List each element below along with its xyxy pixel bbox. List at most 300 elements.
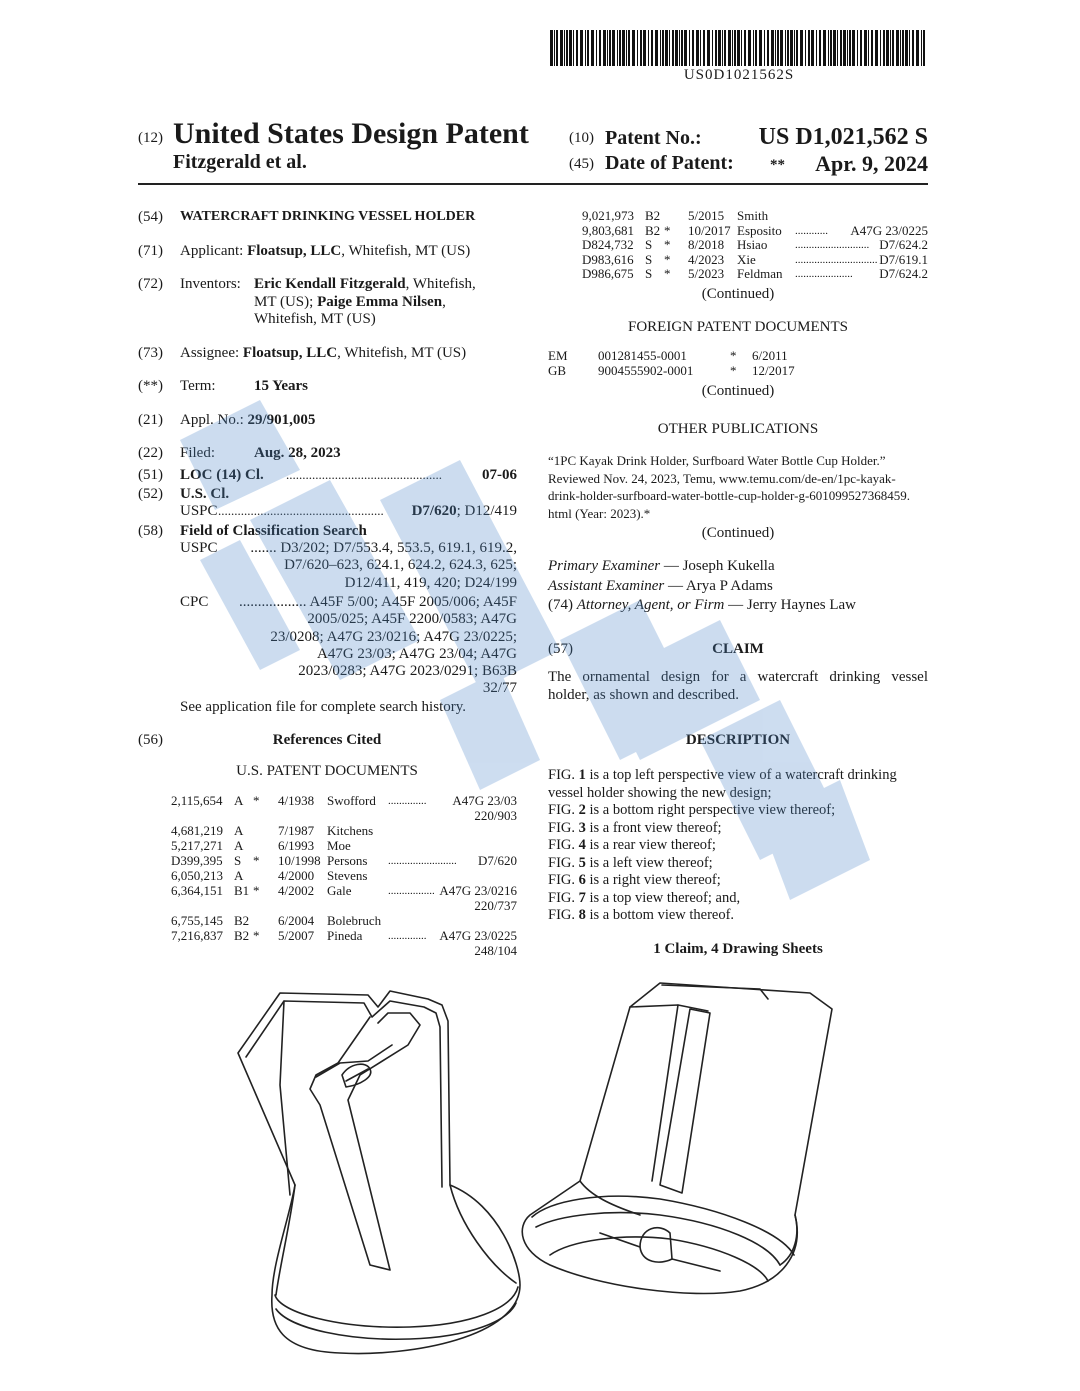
barcode-bar bbox=[554, 30, 555, 66]
ref-class-secondary: 220/903 bbox=[474, 808, 517, 823]
figure-description-line bbox=[548, 785, 928, 803]
barcode-bar bbox=[775, 30, 776, 66]
barcode-bar bbox=[780, 30, 783, 66]
uspc-label: USPC bbox=[180, 503, 218, 519]
foreign-country: EM bbox=[548, 348, 568, 363]
ref-number: 5,217,271 bbox=[171, 838, 223, 853]
barcode-bar bbox=[617, 30, 618, 66]
inventor-2-comma: , bbox=[442, 293, 446, 310]
barcode-bar bbox=[900, 30, 901, 66]
patent-type-title: United States Design Patent bbox=[173, 117, 529, 150]
barcode-bar bbox=[643, 30, 646, 66]
barcode-bar bbox=[880, 30, 881, 66]
patent-title: WATERCRAFT DRINKING VESSEL HOLDER bbox=[180, 209, 476, 224]
barcode-bar bbox=[764, 30, 765, 66]
barcode-bar bbox=[587, 30, 589, 66]
barcode-bar bbox=[828, 30, 829, 66]
fig-number: 4 bbox=[578, 837, 586, 853]
barcode-bar bbox=[847, 30, 848, 66]
uspc-value bbox=[412, 503, 517, 520]
ref-class: D7/619.1 bbox=[879, 251, 928, 267]
barcode-bar bbox=[637, 30, 638, 66]
continued-label-3: (Continued) bbox=[701, 525, 775, 541]
fig-number: 2 bbox=[578, 802, 586, 818]
barcode-bar bbox=[753, 30, 754, 66]
code-73: (73) bbox=[138, 345, 163, 361]
ref-number: 9,021,973 bbox=[582, 208, 634, 223]
barcode-bar bbox=[576, 30, 578, 66]
foreign-star: * bbox=[730, 348, 737, 363]
ref-kind: A bbox=[234, 823, 244, 838]
barcode-bar bbox=[767, 30, 769, 66]
attorney-name: — Jerry Haynes Law bbox=[728, 597, 857, 613]
ref-dots: ......................... bbox=[388, 855, 457, 867]
barcode-bar bbox=[560, 30, 563, 66]
foreign-country: GB bbox=[548, 363, 567, 378]
barcode-bar bbox=[737, 30, 740, 66]
barcode-bar bbox=[712, 30, 713, 66]
continued-label-1: (Continued) bbox=[701, 286, 775, 302]
ref-name: Bolebruch bbox=[327, 913, 382, 928]
holder-figure-1 bbox=[238, 991, 520, 1353]
ref-star: * bbox=[664, 237, 671, 252]
ref-dots: .............................. bbox=[795, 253, 878, 266]
barcode-bar bbox=[580, 30, 583, 66]
barcode-bar bbox=[728, 30, 731, 66]
ref-kind: A bbox=[234, 838, 244, 853]
ref-dots: ........................... bbox=[795, 239, 870, 251]
assistant-examiner-label: Assistant Examiner bbox=[548, 578, 665, 594]
date-mark: ** bbox=[770, 157, 785, 173]
barcode-bar bbox=[607, 30, 608, 66]
ref-date: 10/1998 bbox=[278, 853, 321, 868]
ref-number: 2,115,654 bbox=[171, 793, 223, 808]
code-term: (**) bbox=[138, 378, 163, 394]
code-52: (52) bbox=[138, 486, 163, 502]
barcode-bar bbox=[886, 30, 889, 66]
barcode-bar bbox=[681, 30, 683, 66]
field-search-label: Field of Classification Search bbox=[180, 523, 367, 539]
barcode-bar bbox=[896, 30, 899, 66]
barcode-bar bbox=[700, 30, 701, 66]
inventor-1-country: MT (US); bbox=[254, 293, 318, 310]
assistant-examiner bbox=[548, 578, 773, 595]
term-value: 15 Years bbox=[254, 378, 309, 394]
barcode-bar bbox=[660, 30, 661, 66]
uspc-primary: D7/620 bbox=[411, 503, 457, 519]
foreign-date: 6/2011 bbox=[752, 348, 788, 363]
assignee-name: Floatsup, LLC bbox=[242, 345, 338, 361]
figure-description-line bbox=[548, 890, 928, 908]
fig-prefix: FIG. bbox=[548, 854, 579, 871]
holder-figure-2 bbox=[522, 983, 832, 1293]
fig-text: vessel holder showing the new design; bbox=[548, 784, 772, 801]
search-cpc-line: .................. A45F 5/00; A45F 2005/006; A45F bbox=[239, 594, 517, 610]
applicant-location: , Whitefish, MT (US) bbox=[341, 243, 471, 259]
barcode-bar bbox=[794, 30, 795, 66]
fig-text: is a top left perspective view of a watercraft drinking bbox=[585, 767, 897, 783]
barcode-bar bbox=[875, 30, 878, 66]
figure-description-line bbox=[548, 872, 928, 890]
barcode-bar bbox=[837, 30, 838, 66]
barcode-bar bbox=[612, 30, 615, 66]
code-22: (22) bbox=[138, 445, 163, 461]
ref-star: * bbox=[253, 883, 260, 898]
code-21: (21) bbox=[138, 412, 163, 428]
barcode-bar bbox=[622, 30, 625, 66]
barcode-bar bbox=[669, 30, 670, 66]
barcode-bar bbox=[912, 30, 914, 66]
inventors-field bbox=[254, 276, 476, 329]
barcode-bar bbox=[744, 30, 746, 66]
barcode-bar bbox=[556, 30, 558, 66]
barcode-bar bbox=[655, 30, 658, 66]
ref-number: D824,732 bbox=[582, 237, 634, 252]
fig-prefix: FIG. bbox=[548, 837, 579, 853]
fig-text: is a rear view thereof; bbox=[585, 837, 716, 853]
barcode-bar bbox=[628, 30, 630, 66]
code-45: (45) bbox=[569, 156, 594, 172]
code-56: (56) bbox=[138, 732, 163, 748]
barcode-bar bbox=[892, 30, 894, 66]
filed-label: Filed: bbox=[180, 445, 216, 461]
ref-class: D7/624.2 bbox=[879, 237, 928, 252]
ref-name: Moe bbox=[327, 838, 351, 853]
ref-kind: B2 bbox=[234, 928, 250, 943]
barcode-bar bbox=[715, 30, 717, 66]
ref-number: 6,755,145 bbox=[171, 913, 223, 928]
barcode-bar bbox=[626, 30, 627, 66]
barcode-bar bbox=[665, 30, 668, 66]
barcode-bar bbox=[790, 30, 793, 66]
ref-number: 7,216,837 bbox=[171, 928, 223, 943]
fig-prefix: FIG. bbox=[548, 819, 579, 836]
inventor-2-name: Paige Emma Nilsen bbox=[317, 293, 443, 310]
term-label: Term: bbox=[180, 378, 216, 394]
attorney-label: Attorney, Agent, or Firm bbox=[576, 597, 725, 613]
ref-kind: S bbox=[645, 266, 653, 281]
barcode-bar bbox=[632, 30, 635, 66]
fig-text: is a bottom right perspective view thereof; bbox=[585, 802, 836, 818]
ref-kind: A bbox=[234, 868, 244, 883]
barcode-bar bbox=[675, 30, 678, 66]
ref-date: 5/2015 bbox=[688, 208, 725, 223]
barcode-bar bbox=[852, 30, 855, 66]
inventors-short: Fitzgerald et al. bbox=[173, 151, 307, 173]
barcode-bar bbox=[722, 30, 723, 66]
barcode-bar bbox=[755, 30, 757, 66]
code-10: (10) bbox=[569, 130, 594, 146]
inventor-1-location: , Whitefish, bbox=[405, 276, 476, 292]
fig-text: is a right view thereof; bbox=[585, 872, 721, 888]
barcode-bar bbox=[787, 30, 789, 66]
code-58: (58) bbox=[138, 523, 163, 539]
barcode-bar bbox=[868, 30, 869, 66]
barcode-bar bbox=[805, 30, 806, 66]
ref-name: Pineda bbox=[327, 928, 363, 943]
foreign-number: 9004555902-0001 bbox=[598, 363, 694, 378]
barcode-bar bbox=[902, 30, 904, 66]
assistant-examiner-name: — Arya P Adams bbox=[668, 578, 773, 594]
barcode-bar bbox=[808, 30, 810, 66]
barcode-bar bbox=[703, 30, 705, 66]
barcode-bar bbox=[573, 30, 574, 66]
applicant-field bbox=[180, 243, 470, 260]
barcode-bar bbox=[890, 30, 891, 66]
ref-kind: B2 bbox=[645, 222, 661, 238]
barcode-bar bbox=[734, 30, 736, 66]
barcode-bar bbox=[609, 30, 611, 66]
claim-heading: CLAIM bbox=[712, 641, 764, 657]
barcode-bar bbox=[860, 30, 862, 66]
design-drawing bbox=[220, 965, 880, 1375]
search-uspc-line: ....... D3/202; D7/553.4, 553.5, 619.1, 619.2, bbox=[250, 540, 517, 556]
fig-prefix: FIG. bbox=[548, 802, 579, 818]
ref-date: 4/1938 bbox=[278, 793, 315, 808]
barcode-bar bbox=[796, 30, 798, 66]
ref-kind: A bbox=[234, 793, 244, 808]
document-number: US0D1021562S bbox=[683, 67, 795, 83]
barcode-bar bbox=[909, 30, 910, 66]
ref-class-secondary: 248/104 bbox=[474, 943, 517, 958]
assignee-location: , Whitefish, MT (US) bbox=[337, 345, 467, 361]
us-cl-label: U.S. Cl. bbox=[180, 486, 230, 502]
code-54: (54) bbox=[138, 209, 163, 225]
ref-star: * bbox=[664, 251, 671, 267]
search-uspc-lines bbox=[250, 540, 517, 592]
publication-line: html (Year: 2023).* bbox=[548, 505, 651, 521]
primary-examiner-label: Primary Examiner bbox=[548, 558, 661, 574]
barcode-bar bbox=[843, 30, 846, 66]
code-74: (74) bbox=[548, 597, 573, 613]
ref-date: 6/2004 bbox=[278, 913, 315, 928]
ref-kind: S bbox=[645, 251, 653, 267]
ref-date: 6/1993 bbox=[278, 838, 315, 853]
barcode-bar bbox=[718, 30, 721, 66]
patent-date: Apr. 9, 2024 bbox=[815, 151, 928, 176]
ref-date: 4/2000 bbox=[278, 868, 315, 883]
ref-class: D7/624.2 bbox=[879, 266, 928, 281]
fig-number: 6 bbox=[578, 872, 586, 888]
search-cpc-line: 23/0208; A47G 23/0216; A47G 23/0225; bbox=[270, 628, 517, 645]
ref-number: 9,803,681 bbox=[582, 222, 634, 238]
ref-star: * bbox=[253, 793, 260, 808]
search-cpc-label: CPC bbox=[180, 594, 209, 610]
figure-description-line bbox=[548, 767, 928, 785]
ref-date: 8/2018 bbox=[688, 237, 725, 252]
barcode-bar bbox=[800, 30, 803, 66]
references-cited-heading: References Cited bbox=[272, 732, 382, 748]
barcode-bar bbox=[672, 30, 674, 66]
fig-number: 3 bbox=[578, 819, 586, 836]
patent-no-label: Patent No.: bbox=[605, 127, 702, 149]
ref-dots: .............. bbox=[388, 795, 427, 807]
assignee-label: Assignee: bbox=[180, 345, 240, 361]
barcode-bar bbox=[585, 30, 586, 66]
fig-prefix: FIG. bbox=[548, 907, 579, 923]
barcode-bar bbox=[833, 30, 836, 66]
foreign-star: * bbox=[730, 363, 737, 378]
figure-description-line bbox=[548, 907, 928, 925]
appl-no-value: 29/901,005 bbox=[247, 412, 316, 428]
ref-number: D399,395 bbox=[171, 853, 223, 868]
primary-examiner bbox=[548, 558, 775, 575]
claim-line: The ornamental design for a watercraft drinking vessel bbox=[548, 669, 928, 685]
ref-number: D986,675 bbox=[582, 266, 634, 281]
barcode-bar bbox=[651, 30, 653, 66]
other-publications-heading: OTHER PUBLICATIONS bbox=[657, 421, 819, 437]
ref-number: 6,364,151 bbox=[171, 883, 223, 898]
appl-no-field bbox=[180, 412, 315, 429]
fig-number: 1 bbox=[578, 767, 586, 783]
barcode-bar bbox=[696, 30, 699, 66]
barcode-bar bbox=[603, 30, 606, 66]
fig-text: is a left view thereof; bbox=[585, 854, 713, 871]
ref-class: D7/620 bbox=[478, 853, 517, 868]
ref-class-secondary: 220/737 bbox=[474, 898, 517, 913]
barcode-bar bbox=[640, 30, 642, 66]
ref-class: A47G 23/0216 bbox=[439, 883, 517, 898]
search-uspc-line: D12/411, 419, 420; D24/199 bbox=[344, 574, 517, 591]
search-uspc-label: USPC bbox=[180, 540, 218, 556]
uspc-dots: ................................................... bbox=[218, 503, 384, 518]
loc-value: 07-06 bbox=[482, 467, 517, 483]
barcode-bar bbox=[777, 30, 779, 66]
inventor-2-location: Whitefish, MT (US) bbox=[254, 311, 376, 327]
ref-name: Esposito bbox=[737, 222, 782, 238]
barcode-bar bbox=[724, 30, 726, 66]
ref-name: Stevens bbox=[327, 868, 368, 883]
barcode-bar bbox=[785, 30, 786, 66]
assignee-field bbox=[180, 345, 466, 362]
barcode-bar bbox=[684, 30, 687, 66]
ref-name: Kitchens bbox=[327, 823, 374, 838]
code-71: (71) bbox=[138, 243, 163, 259]
ref-dots: ............ bbox=[795, 224, 828, 237]
search-cpc-line: 2023/0283; A47G 2023/0291; B63B bbox=[298, 663, 517, 680]
barcode-bar bbox=[748, 30, 751, 66]
fig-prefix: FIG. bbox=[548, 767, 579, 783]
filed-date: Aug. 28, 2023 bbox=[254, 445, 341, 461]
inventors-label: Inventors: bbox=[180, 276, 241, 292]
fig-text: is a front view thereof; bbox=[585, 819, 722, 836]
search-cpc-line: 2005/025; A45F 2200/0583; A47G bbox=[307, 611, 517, 628]
search-cpc-line: A47G 23/03; A47G 23/04; A47G bbox=[316, 645, 517, 662]
barcode-bar bbox=[921, 30, 922, 66]
barcode-bar bbox=[857, 30, 858, 66]
foreign-docs-heading: FOREIGN PATENT DOCUMENTS bbox=[627, 319, 849, 335]
barcode-bar bbox=[905, 30, 908, 66]
ref-date: 4/2023 bbox=[688, 251, 725, 267]
ref-name: Xie bbox=[737, 251, 756, 267]
foreign-date: 12/2017 bbox=[752, 363, 795, 378]
barcode-bar bbox=[689, 30, 690, 66]
loc-dots: ................................................ bbox=[286, 467, 442, 482]
figure-descriptions bbox=[548, 767, 928, 925]
barcode-bar bbox=[596, 30, 597, 66]
barcode-bar bbox=[648, 30, 649, 66]
ref-kind: B2 bbox=[645, 208, 661, 223]
barcode-bar bbox=[741, 30, 742, 66]
barcode-bar bbox=[816, 30, 817, 66]
barcode-bar bbox=[864, 30, 867, 66]
applicant-label: Applicant: bbox=[180, 243, 244, 259]
search-cpc-line: 32/77 bbox=[482, 680, 517, 697]
barcode-bar bbox=[923, 30, 925, 66]
loc-label: LOC (14) Cl. bbox=[180, 467, 264, 483]
figure-description-line bbox=[548, 802, 928, 820]
search-cpc-lines bbox=[239, 594, 517, 698]
figure-description-line bbox=[548, 855, 928, 873]
publication-line: Reviewed Nov. 24, 2023, Temu, www.temu.com/de-en/1pc-kayak- bbox=[548, 470, 896, 486]
fig-text: is a top view thereof; and, bbox=[585, 889, 741, 906]
barcode-bar bbox=[599, 30, 601, 66]
ref-star: * bbox=[253, 928, 260, 943]
fig-number: 8 bbox=[578, 907, 586, 923]
barcode-bar bbox=[771, 30, 774, 66]
barcode-bar bbox=[883, 30, 885, 66]
ref-class: A47G 23/0225 bbox=[439, 928, 517, 943]
date-label: Date of Patent: bbox=[605, 152, 734, 174]
figure-description-line bbox=[548, 820, 928, 838]
foreign-number: 001281455-0001 bbox=[598, 348, 687, 363]
ref-class: A47G 23/0225 bbox=[850, 222, 928, 238]
claim-text bbox=[548, 669, 928, 704]
ref-name: Smith bbox=[737, 208, 769, 223]
code-57: (57) bbox=[548, 641, 573, 657]
barcode-bar bbox=[566, 30, 568, 66]
ref-dots: ................. bbox=[388, 885, 435, 897]
barcode-bar bbox=[759, 30, 762, 66]
ref-name: Feldman bbox=[737, 266, 783, 281]
search-uspc-line: D7/620–623, 624.1, 624.2, 624.3, 625; bbox=[284, 557, 517, 574]
ref-date: 10/2017 bbox=[688, 222, 731, 238]
barcode-bar bbox=[840, 30, 842, 66]
barcode-bar bbox=[591, 30, 594, 66]
ref-date: 7/1987 bbox=[278, 823, 315, 838]
ref-number: 6,050,213 bbox=[171, 868, 223, 883]
attorney bbox=[548, 597, 856, 614]
ref-number: D983,616 bbox=[582, 251, 634, 267]
ref-star: * bbox=[664, 222, 671, 238]
barcode-bar bbox=[662, 30, 664, 66]
applicant-name: Floatsup, LLC bbox=[247, 243, 342, 259]
barcode bbox=[550, 30, 928, 66]
barcode-bar bbox=[732, 30, 733, 66]
claims-summary: 1 Claim, 4 Drawing Sheets bbox=[653, 941, 823, 957]
ref-kind: S bbox=[645, 237, 653, 252]
ref-class: A47G 23/03 bbox=[452, 793, 517, 808]
fig-prefix: FIG. bbox=[548, 889, 579, 906]
figure-description-line bbox=[548, 837, 928, 855]
other-publication bbox=[548, 452, 928, 522]
ref-name: Hsiao bbox=[737, 237, 768, 252]
search-history-note: See application file for complete search history. bbox=[180, 699, 467, 715]
ref-star: * bbox=[253, 853, 260, 868]
ref-kind: B1 bbox=[234, 883, 250, 898]
code-51: (51) bbox=[138, 467, 163, 483]
ref-name: Gale bbox=[327, 883, 352, 898]
ref-dots: .............. bbox=[388, 930, 427, 942]
barcode-bar bbox=[679, 30, 680, 66]
barcode-bar bbox=[707, 30, 710, 66]
patent-number: US D1,021,562 S bbox=[758, 124, 928, 150]
code-72: (72) bbox=[138, 276, 163, 292]
barcode-bar bbox=[564, 30, 565, 66]
code-12: (12) bbox=[138, 130, 163, 146]
barcode-bar bbox=[811, 30, 814, 66]
barcode-bar bbox=[823, 30, 826, 66]
